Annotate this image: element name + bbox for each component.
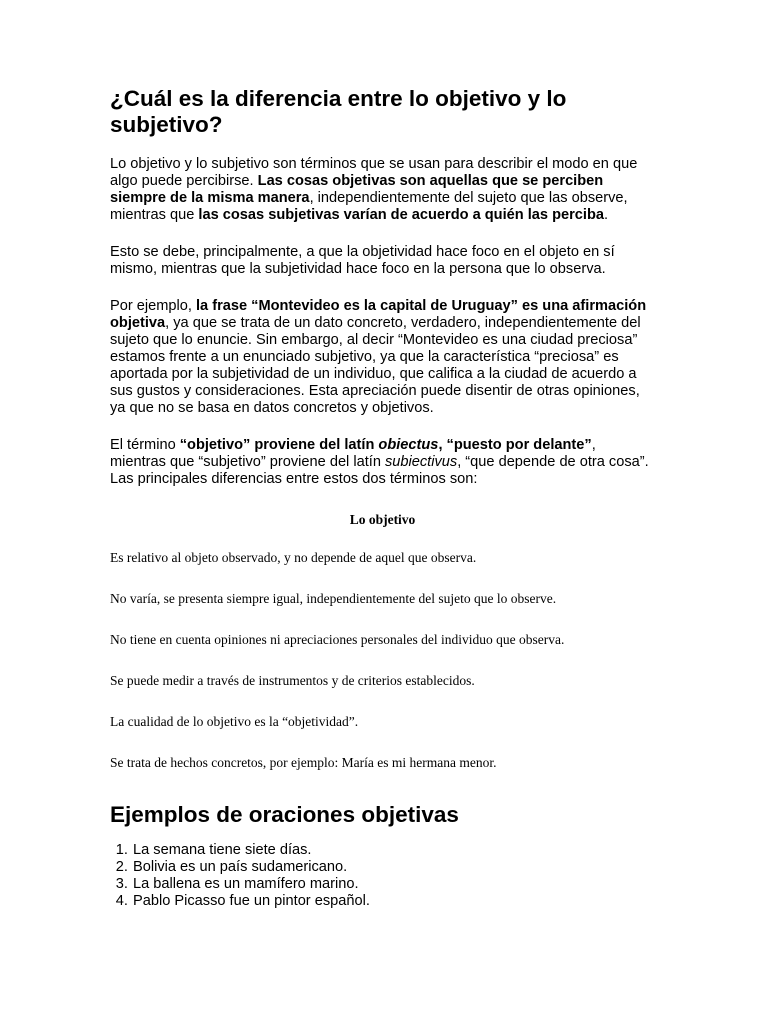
intro-bold-1: Las cosas objetivas son aquellas que se perciben siempre de la misma manera [110, 173, 604, 206]
etymology-italic-2: subiectivus [385, 454, 458, 470]
objective-heading: Lo objetivo [349, 512, 416, 527]
example-item: 3. La ballena es un mamífero marino. [132, 876, 655, 893]
intro-bold-2: las cosas subjetivas varían de acuerdo a quién las perciba [198, 207, 604, 223]
paragraph-example [110, 298, 655, 417]
intro-text-2: , independientemente del sujeto que las observe, mientras que [110, 190, 628, 223]
intro-text-3: . [604, 207, 609, 223]
paragraph-etymology [110, 437, 655, 488]
paragraph-intro [110, 156, 655, 224]
etymology-text-2: , mientras que “subjetivo” proviene del latín [110, 437, 596, 470]
example-item: 2. Bolivia es un país sudamericano. [132, 859, 655, 876]
objective-item: Es relativo al objeto observado, y no depende de aquel que observa. [110, 550, 477, 565]
intro-text-1: Lo objetivo y lo subjetivo son términos que se usan para describir el modo en que algo puede percibirse. [110, 156, 638, 189]
etymology-bold-1: “objetivo” proviene del latín [179, 437, 379, 453]
etymology-text-1: El término [110, 437, 180, 453]
objective-list [110, 550, 655, 771]
paragraph-focus: Esto se debe, principalmente, a que la objetividad hace foco en el objeto en sí mismo, mientras que la subjetividad hace foco en la persona que lo observa. [110, 244, 615, 277]
objective-item: No tiene en cuenta opiniones ni apreciaciones personales del individuo que observa. [110, 632, 565, 647]
example-bold-1: la frase “Montevideo es la capital de Uruguay” es una afirmación objetiva [110, 298, 647, 331]
example-item: 1. La semana tiene siete días. [132, 842, 655, 859]
objective-item: Se trata de hechos concretos, por ejemplo: María es mi hermana menor. [110, 755, 497, 770]
examples-heading: Ejemplos de oraciones objetivas [110, 802, 459, 827]
document-content [110, 86, 655, 910]
page-title: ¿Cuál es la diferencia entre lo objetivo y lo subjetivo? [110, 86, 567, 137]
example-item: 4. Pablo Picasso fue un pintor español. [132, 893, 655, 910]
objective-item: La cualidad de lo objetivo es la “objetividad”. [110, 714, 359, 729]
etymology-italic-1: obiectus [378, 437, 439, 453]
objective-item: No varía, se presenta siempre igual, independientemente del sujeto que lo observe. [110, 591, 557, 606]
example-text-2: , ya que se trata de un dato concreto, verdadero, independientemente del sujeto que lo enuncie. Sin embargo, al decir “Montevideo es una ciudad preciosa” estamos frente a un enunciado subjetivo, ya que la característica “preciosa” es aportada por la subjetividad de un individuo, que califica a la ciudad de acuerdo a sus gustos y consideraciones. Esta apreciación puede disentir de otras opiniones, ya que no se basa en datos concretos y objetivos. [110, 315, 641, 416]
etymology-text-3: , “que depende de otra cosa”. Las principales diferencias entre estos dos términos son: [110, 454, 649, 487]
objective-item: Se puede medir a través de instrumentos y de criterios establecidos. [110, 673, 475, 688]
example-text-1: Por ejemplo, [110, 298, 196, 314]
etymology-bold-2: , “puesto por delante” [438, 437, 592, 453]
examples-list [110, 842, 655, 910]
